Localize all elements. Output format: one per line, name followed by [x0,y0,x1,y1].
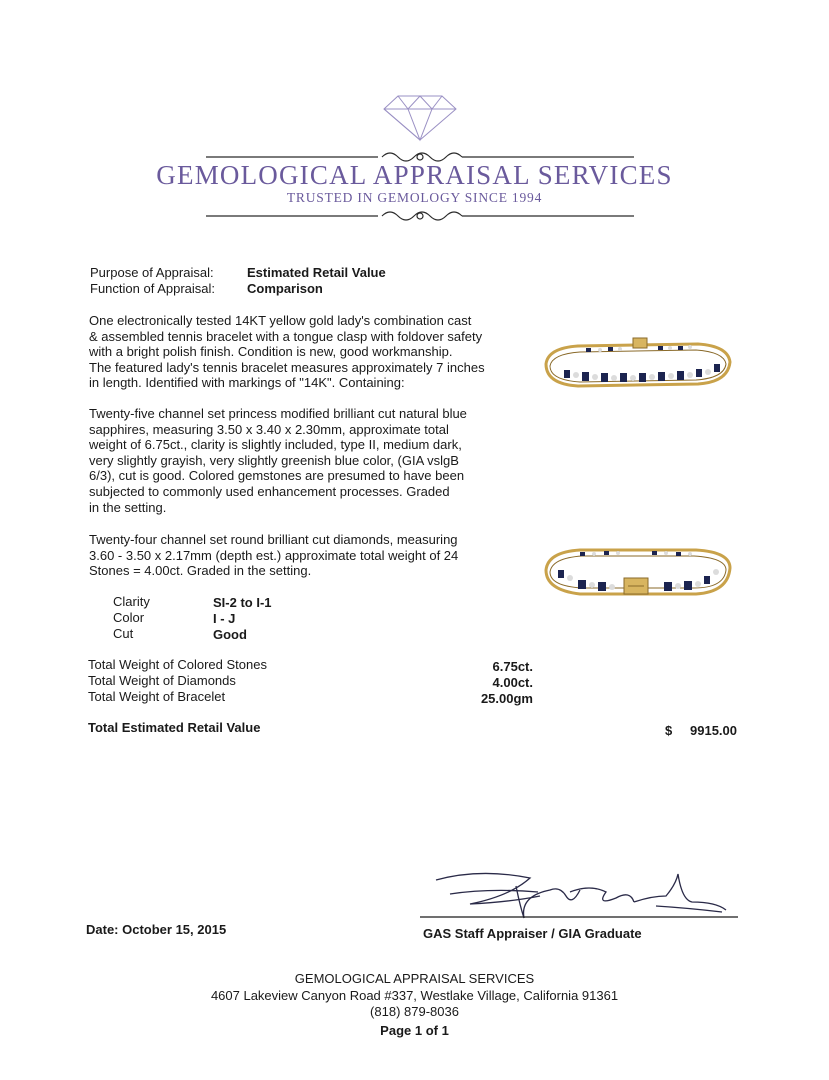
retail-value-label: Total Estimated Retail Value [88,720,261,735]
grade-clarity-value: SI-2 to I-1 [213,595,272,610]
grade-cut-label: Cut [113,626,134,641]
retail-currency: $ [665,723,673,738]
appraiser-signature [420,866,740,924]
purpose-label: Purpose of Appraisal: [90,265,214,280]
footer-phone: (818) 879-8036 [370,1004,459,1019]
grade-clarity-label: Clarity [113,594,150,609]
appraiser-title: GAS Staff Appraiser / GIA Graduate [423,926,642,941]
grade-color-label: Color [113,610,145,625]
bracelet-photo-top [538,332,736,394]
grade-color-value: I - J [213,611,236,626]
bracelet-photo-bottom [540,540,736,602]
function-value: Comparison [247,281,323,296]
total-bracelet-value: 25.00gm [480,691,533,706]
total-bracelet-label: Total Weight of Bracelet [88,689,226,704]
total-colored-stones-label: Total Weight of Colored Stones [88,657,267,672]
total-colored-stones-value: 6.75ct. [492,659,533,674]
logo-tagline: TRUSTED IN GEMOLOGY SINCE 1994 [286,190,543,205]
footer-company: GEMOLOGICAL APPRAISAL SERVICES [294,971,535,986]
purpose-value: Estimated Retail Value [247,265,386,280]
item-description: One electronically tested 14KT yellow gold lady's combination cast & assembled tennis bracelet with a tongue clasp with foldover safety with a bright polish finish. Condition is new, good workmanship. The featured lady's tennis bracelet measures approximately 7 inches in length. Identified with markings of "14K". Containing: [89,313,485,391]
page-number: Page 1 of 1 [380,1023,449,1038]
function-label: Function of Appraisal: [90,281,216,296]
footer-address: 4607 Lakeview Canyon Road #337, Westlake Village, California 91361 [210,988,619,1003]
retail-amount: 9915.00 [690,723,737,738]
total-diamonds-label: Total Weight of Diamonds [88,673,236,688]
grade-cut-value: Good [213,627,247,642]
sapphire-description: Twenty-five channel set princess modified brilliant cut natural blue sapphires, measuring 3.50 x 3.40 x 2.30mm, approximate total weight of 6.75ct., clarity is slightly included, type II, medium dark, very slightly grayish, very slightly greenish blue color, (GIA vslgB 6/3), cut is good. Colored gemstones are presumed to have been subjected to commonly used enhancement processes. Graded in the setting. [89,406,467,515]
logo-company-name: GEMOLOGICAL APPRAISAL SERVICES [156,160,673,190]
diamond-icon [380,92,460,142]
diamond-description: Twenty-four channel set round brilliant cut diamonds, measuring 3.60 - 3.50 x 2.17mm (depth est.) approximate total weight of 24 Stones = 4.00ct. Graded in the setting. [89,532,459,579]
appraisal-date: Date: October 15, 2015 [86,922,227,937]
total-diamonds-value: 4.00ct. [492,675,533,690]
